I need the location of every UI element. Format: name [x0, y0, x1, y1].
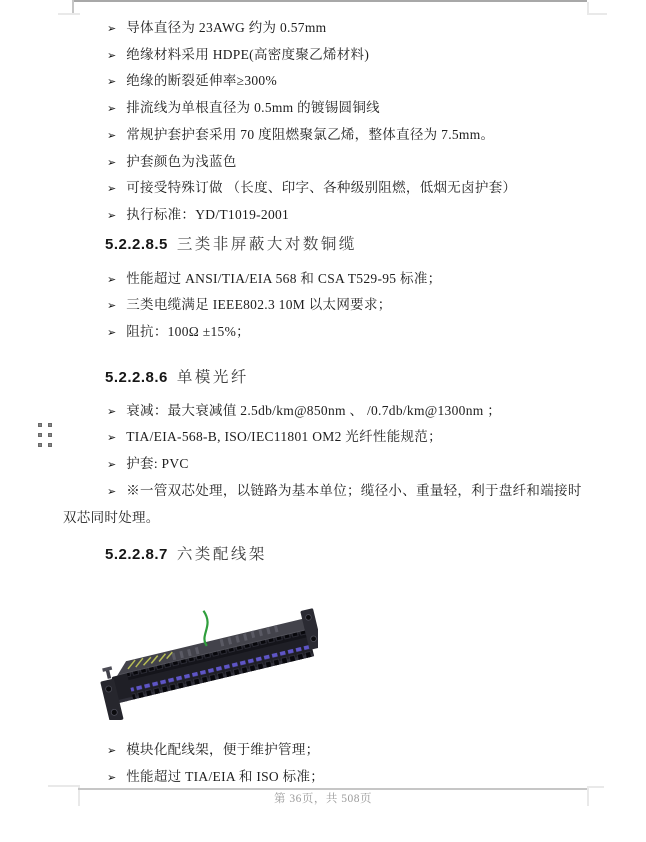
bullet-text: 可接受特殊订做 （长度、印字、各种级别阻燃，低烟无卤护套）	[126, 180, 517, 196]
bullet-arrow-icon: ➢	[107, 128, 117, 142]
bullet-arrow-icon: ➢	[107, 744, 117, 758]
bullet-text: 衰减：最大衰减值 2.5db/km@850nm 、 /0.7db/km@1300nm ；	[126, 402, 502, 418]
footer-boundary-left-horizontal	[48, 785, 78, 787]
bullet-arrow-icon: ➢	[107, 48, 117, 62]
bullet-item	[63, 451, 595, 478]
bullet-text: 排流线为单根直径为 0.5mm 的镀锡圆铜线	[126, 100, 380, 116]
bullet-text: 护套: PVC	[126, 456, 189, 472]
bullet-text: TIA/EIA-568-B, ISO/IEC11801 OM2 光纤性能规范；	[126, 429, 442, 445]
bullet-text: 绝缘的断裂延伸率≥300%	[126, 73, 278, 89]
bullet-arrow-icon: ➢	[107, 404, 117, 418]
footer-boundary-right-horizontal	[587, 786, 604, 788]
patch-panel-image[interactable]	[100, 606, 318, 720]
bullet-item	[63, 478, 595, 530]
bullet-arrow-icon: ➢	[107, 484, 117, 498]
bullet-text: 性能超过 ANSI/TIA/EIA 568 和 CSA T529-95 标准；	[126, 270, 442, 286]
bullet-item	[63, 15, 595, 42]
bullet-item	[63, 764, 595, 791]
bullet-item	[63, 149, 595, 176]
bullet-text: 护套颜色为浅蓝色	[126, 153, 237, 169]
bullet-arrow-icon: ➢	[107, 458, 117, 472]
document-body	[63, 0, 595, 791]
bullet-item	[63, 175, 595, 202]
bullet-item	[63, 122, 595, 149]
bullet-text: 执行标准：YD/T1019-2001	[126, 206, 290, 222]
bullet-item	[63, 424, 595, 451]
section-heading-5.2.2.8.6	[105, 363, 595, 392]
bullet-arrow-icon: ➢	[107, 272, 117, 286]
bullet-text: 阻抗：100Ω ±15%；	[126, 324, 250, 340]
section-title: 单模光纤	[176, 368, 249, 386]
bullet-text: 绝缘材料采用 HDPE(高密度聚乙烯材料)	[126, 46, 370, 62]
bullet-arrow-icon: ➢	[107, 22, 117, 35]
section-heading-5.2.2.8.7	[105, 540, 595, 569]
section-heading-5.2.2.8.5	[105, 230, 595, 259]
bullet-item	[63, 292, 595, 319]
bullet-item	[63, 319, 595, 346]
section-title: 三类非屏蔽大对数铜缆	[176, 235, 357, 253]
bullet-text: 常规护套护套采用 70 度阻燃聚氯乙烯，整体直径为 7.5mm。	[126, 126, 495, 142]
bullet-arrow-icon: ➢	[107, 102, 117, 116]
bullet-item	[63, 737, 595, 764]
bullet-text: ※一管双芯处理，以链路为基本单位；缆径小、重量轻，利于盘纤和端接时双芯同时处理。	[63, 482, 582, 525]
bullet-item	[63, 202, 595, 229]
bullet-text: 导体直径为 23AWG 约为 0.57mm	[126, 20, 327, 35]
section-number: 5.2.2.8.6	[105, 368, 168, 386]
bullet-arrow-icon: ➢	[107, 75, 117, 89]
bullet-arrow-icon: ➢	[107, 155, 117, 169]
bullet-item	[63, 68, 595, 95]
section-number: 5.2.2.8.7	[105, 546, 168, 564]
bullet-item	[63, 42, 595, 69]
bullet-item	[63, 398, 595, 425]
bullet-arrow-icon: ➢	[107, 182, 117, 196]
bullet-arrow-icon: ➢	[107, 299, 117, 313]
section-number: 5.2.2.8.5	[105, 235, 168, 253]
bullet-arrow-icon: ➢	[107, 326, 117, 340]
bullet-text: 模块化配线架，便于维护管理；	[126, 742, 320, 758]
bullet-item	[63, 266, 595, 293]
bullet-text: 性能超过 TIA/EIA 和 ISO 标准；	[126, 768, 325, 784]
bullet-arrow-icon: ➢	[107, 208, 117, 222]
bullet-text: 三类电缆满足 IEEE802.3 10M 以太网要求；	[126, 297, 392, 313]
section-title: 六类配线架	[176, 546, 267, 564]
bullet-item	[63, 95, 595, 122]
paragraph-drag-handle-icon[interactable]	[38, 423, 53, 448]
page-number-footer: 第 36页，共 508页	[274, 793, 372, 805]
bullet-arrow-icon: ➢	[107, 431, 117, 445]
bullet-arrow-icon: ➢	[107, 770, 117, 784]
